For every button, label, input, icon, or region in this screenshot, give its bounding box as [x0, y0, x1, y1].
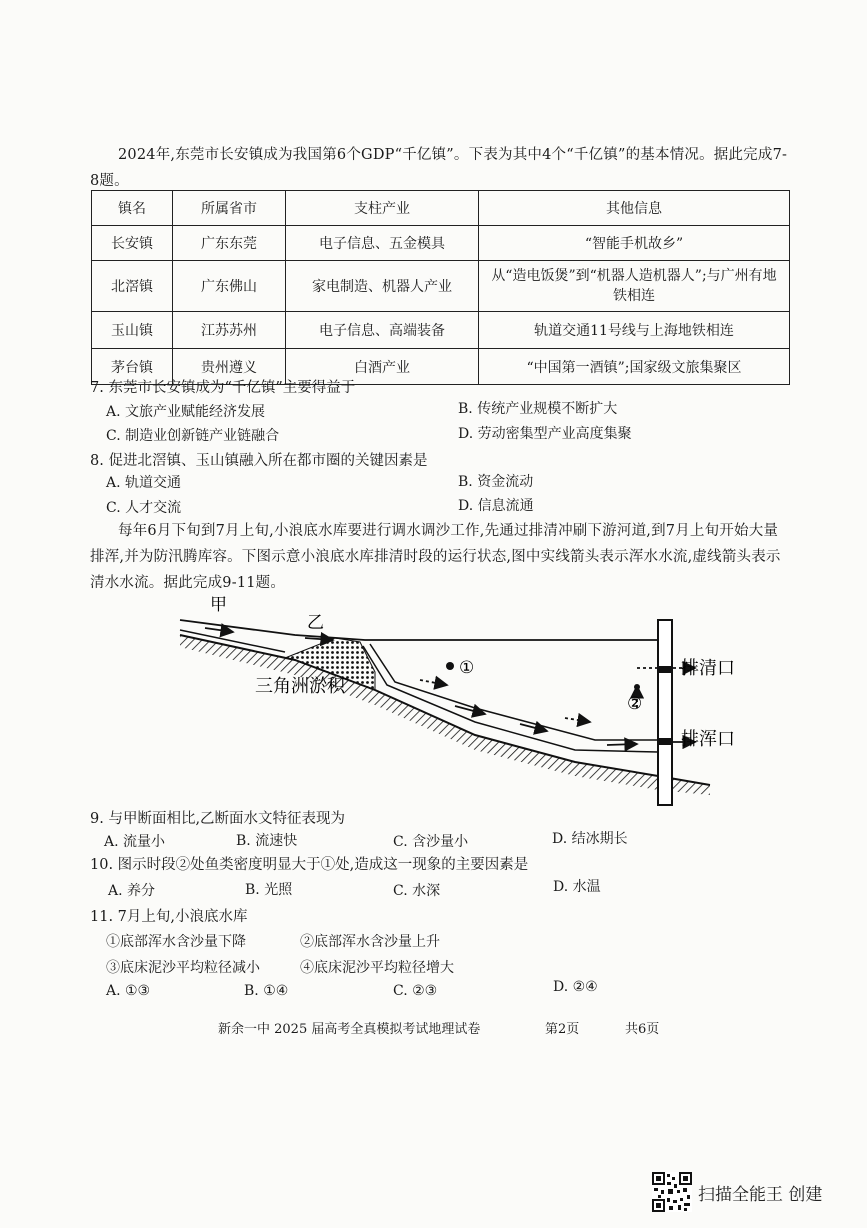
- table-header-cell: 所属省市: [173, 191, 286, 226]
- clear-flow-arrow: [420, 680, 447, 685]
- table-cell: 茅台镇: [92, 349, 173, 385]
- table-header-row: [92, 191, 790, 226]
- q9-option-d[interactable]: D. 结冰期长: [552, 831, 628, 847]
- q9-option-b[interactable]: B. 流速快: [236, 833, 298, 849]
- q11-statement-2: ②底部浑水含沙量上升: [300, 934, 440, 950]
- q9-option-a[interactable]: A. 流量小: [104, 834, 166, 850]
- intro-paragraph-7-8: 2024年,东莞市长安镇成为我国第6个GDP“千亿镇”。下表为其中4个“千亿镇”的基本情况。据此完成7-8题。: [90, 147, 788, 189]
- q10-option-c[interactable]: C. 水深: [393, 883, 441, 899]
- table-cell: 广东东莞: [173, 226, 286, 261]
- q7-option-b[interactable]: B. 传统产业规模不断扩大: [458, 401, 618, 417]
- q10-option-d[interactable]: D. 水温: [553, 879, 601, 895]
- table-cell: 轨道交通11号线与上海地铁相连: [479, 312, 790, 349]
- table-row: [92, 226, 790, 261]
- question-9-stem: 9. 与甲断面相比,乙断面水文特征表现为: [90, 811, 346, 827]
- table-cell: 长安镇: [92, 226, 173, 261]
- scanner-watermark-text: 扫描全能王 创建: [698, 1185, 823, 1205]
- table-cell: 北滘镇: [92, 261, 173, 312]
- q7-option-c[interactable]: C. 制造业创新链产业链融合: [106, 428, 280, 444]
- label-point-1: ①: [459, 658, 475, 678]
- q11-statement-1: ①底部浑水含沙量下降: [106, 934, 246, 950]
- qr-code-icon: [652, 1172, 692, 1212]
- q8-option-c[interactable]: C. 人才交流: [106, 500, 182, 516]
- riverbed-hatch: [180, 635, 658, 790]
- question-11-stem: 11. 7月上旬,小浪底水库: [90, 909, 248, 925]
- label-muddy-outlet: 排浑口: [681, 729, 735, 750]
- label-point-2: ②: [627, 694, 643, 714]
- footer-page-number: 第2页: [545, 1022, 580, 1037]
- clear-flow-arrow: [565, 718, 590, 722]
- q11-option-c[interactable]: C. ②③: [393, 983, 438, 999]
- intro-paragraph-9-11: 每年6月下旬到7月上旬,小浪底水库要进行调水调沙工作,先通过排清冲刷下游河道,到7月上旬开始大量排浑,并为防汛腾库容。下图示意小浪底水库排清时段的运行状态,图中实线箭头表示浑水水流,虚线箭头表示清水水流。据此完成9-11题。: [90, 523, 781, 591]
- reservoir-diagram: [175, 590, 735, 805]
- q10-option-b[interactable]: B. 光照: [245, 882, 293, 898]
- density-current-lower: [363, 646, 658, 752]
- label-yi: 乙: [307, 613, 324, 633]
- q11-option-d[interactable]: D. ②④: [553, 979, 598, 995]
- table-cell: 从“造电饭煲”到“机器人造机器人”;与广州有地铁相连: [479, 261, 790, 312]
- label-jia: 甲: [210, 595, 227, 615]
- q7-option-d[interactable]: D. 劳动密集型产业高度集聚: [458, 426, 632, 442]
- question-8-stem: 8. 促进北滘镇、玉山镇融入所在都市圈的关键因素是: [90, 453, 428, 469]
- muddy-flow-arrow: [520, 724, 547, 731]
- footer-total-pages: 共6页: [625, 1022, 660, 1037]
- label-delta: 三角洲淤积: [255, 676, 345, 697]
- q7-option-a[interactable]: A. 文旅产业赋能经济发展: [106, 404, 266, 420]
- table-cell: “中国第一酒镇”;国家级文旅集聚区: [479, 349, 790, 385]
- point-1-dot: [446, 662, 454, 670]
- question-10-stem: 10. 图示时段②处鱼类密度明显大于①处,造成这一现象的主要因素是: [90, 857, 529, 873]
- q9-option-c[interactable]: C. 含沙量小: [393, 834, 469, 850]
- dam-wall: [658, 620, 672, 805]
- muddy-outlet-gate: [658, 738, 672, 745]
- q11-statement-4: ④底床泥沙平均粒径增大: [300, 960, 454, 976]
- table-header-cell: 其他信息: [479, 191, 790, 226]
- table-cell: 电子信息、五金模具: [286, 226, 479, 261]
- table-header-cell: 支柱产业: [286, 191, 479, 226]
- label-clear-outlet: 排清口: [681, 658, 735, 679]
- density-current-upper: [370, 644, 658, 740]
- table-cell: 白酒产业: [286, 349, 479, 385]
- table-cell: “智能手机故乡”: [479, 226, 790, 261]
- muddy-flow-arrow: [607, 744, 637, 745]
- q8-option-a[interactable]: A. 轨道交通: [106, 475, 182, 491]
- table-cell: 江苏苏州: [173, 312, 286, 349]
- q11-option-b[interactable]: B. ①④: [244, 983, 289, 999]
- q8-option-d[interactable]: D. 信息流通: [458, 498, 534, 514]
- table-cell: 贵州遵义: [173, 349, 286, 385]
- q11-option-a[interactable]: A. ①③: [106, 983, 151, 999]
- question-7-stem: 7. 东莞市长安镇成为“千亿镇”主要得益于: [90, 380, 356, 396]
- table-cell: 玉山镇: [92, 312, 173, 349]
- table-row: [92, 261, 790, 312]
- table-cell: 家电制造、机器人产业: [286, 261, 479, 312]
- footer-exam-title: 新余一中 2025 届高考全真模拟考试地理试卷: [218, 1022, 481, 1037]
- muddy-flow-arrow: [205, 628, 233, 632]
- table-cell: 电子信息、高端装备: [286, 312, 479, 349]
- q8-option-b[interactable]: B. 资金流动: [458, 474, 534, 490]
- table-row: [92, 312, 790, 349]
- towns-table: [91, 190, 790, 385]
- clear-outlet-gate: [658, 666, 672, 673]
- point-2-dot: [634, 684, 640, 690]
- q10-option-a[interactable]: A. 养分: [108, 883, 156, 899]
- table-cell: 广东佛山: [173, 261, 286, 312]
- water-surface-line: [180, 620, 660, 640]
- q11-statement-3: ③底床泥沙平均粒径减小: [106, 960, 260, 976]
- table-header-cell: 镇名: [92, 191, 173, 226]
